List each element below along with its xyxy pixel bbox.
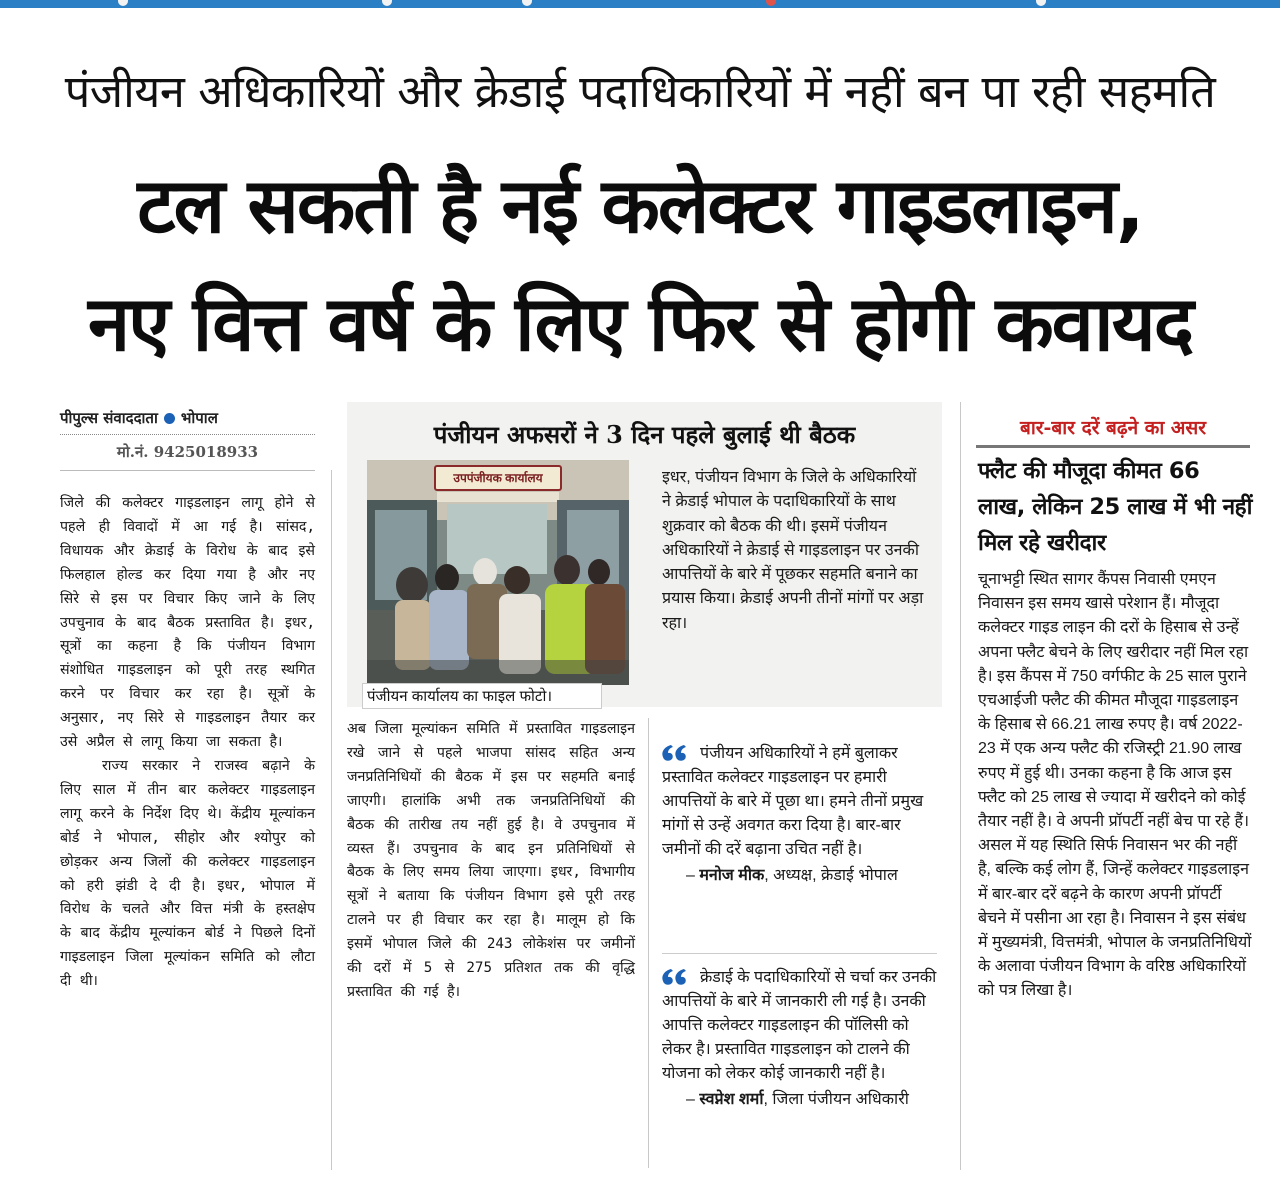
quote-block-1 [662, 742, 937, 888]
right-column-kicker: बार-बार दरें बढ़ने का असर [1019, 417, 1207, 439]
column-divider [960, 402, 961, 1170]
right-kicker-divider [976, 445, 1250, 448]
quote-1-role: , अध्यक्ष, क्रेडाई भोपाल [764, 867, 898, 884]
quote-1-name: मनोज मीक [699, 867, 765, 884]
center-box-text: इधर, पंजीयन विभाग के जिले के अधिकारियों ने क्रेडाई भोपाल के पदाधिकारियों के साथ शुक्रवार को बैठक की थी। इसमें पंजीयन अधिकारियों ने क्रेडाई से गाइडलाइन पर उनकी आपत्तियों के बारे में पूछकर सहमति बनाने का प्रयास किया। क्रेडाई अपनी तीनों मांगों पर अड़ा रहा। [662, 469, 924, 632]
quote-2-name: स्वप्नेश शर्मा [699, 1091, 764, 1108]
byline [60, 408, 315, 428]
article-kicker: पंजीयन अधिकारियों और क्रेडाई पदाधिकारियों में नहीं बन पा रही सहमति [64, 65, 1216, 118]
quote-2-role: , जिला पंजीयन अधिकारी [763, 1091, 909, 1108]
office-photo-illustration [367, 460, 629, 685]
quote-divider [662, 953, 937, 954]
headline-line-2: नए वित्त वर्ष के लिए फिर से होगी कवायद [87, 279, 1193, 368]
quote-block-2 [662, 966, 937, 1112]
strip-notch [382, 0, 392, 6]
right-column-body: चूनाभट्टी स्थित सागर कैंपस निवासी एमएन निवासन इस समय खासे परेशान हैं। मौजूदा कलेक्टर गाइड लाइन की दरों के हिसाब से उन्हें अपना फ्लैट बेचने के लिए खरीदार नहीं मिल रहा है। इस कैंपस में 750 वर्गफीट के 25 साल पुराने एचआईजी फ्लैट की कीमत मौजूदा गाइडलाइन के हिसाब से 66.21 लाख रुपए है। वर्ष 2022-23 में एक अन्य फ्लैट की रजिस्ट्री 21.90 लाख रुपए में हुई थी। उनका कहना है कि आज इस फ्लैट को 25 लाख से ज्यादा में खरीदने को कोई तैयार नहीं है। वे अपनी प्रॉपर्टी नहीं बेच पा रहे हैं। असल में यह स्थिति सिर्फ निवासन भर की नहीं है, बल्कि कई लोग हैं, जिन्हें कलेक्टर गाइडलाइन में बार-बार दरें बढ़ने के कारण अपनी प्रॉपर्टी बेचने में पसीना आ रहा है। निवासन ने इस संबंध में मुख्यमंत्री, वित्तमंत्री, भोपाल के जनप्रतिनिधियों के अलावा पंजीयन विभाग के वरिष्ठ अधिकारियों को पत्र लिखा है। [978, 571, 1252, 1000]
quote-1-text: पंजीयन अधिकारियों ने हमें बुलाकर प्रस्तावित कलेक्टर गाइडलाइन पर हमारी आपत्तियों के बारे में पूछा था। हमने तीनों प्रमुख मांगों से उन्हें अवगत करा दिया है। बार-बार जमीनों की दरें बढ़ाना उचित नहीं है। [662, 745, 924, 858]
byline-dot-icon [164, 413, 175, 424]
headline-line-1: टल सकती है नई कलेक्टर गाइडलाइन, [137, 161, 1143, 250]
column-divider [648, 718, 649, 1168]
top-color-strip [0, 0, 1280, 8]
quote-1-attribution: – मनोज मीक, अध्यक्ष, क्रेडाई भोपाल [686, 867, 898, 884]
center-box-title: पंजीयन अफसरों ने 3 दिन पहले बुलाई थी बैठक [433, 420, 856, 449]
byline-divider [60, 434, 315, 435]
quote-2-attribution: – स्वप्नेश शर्मा, जिला पंजीयन अधिकारी [686, 1091, 909, 1108]
middle-column-body: अब जिला मूल्यांकन समिति में प्रस्तावित गाइडलाइन रखे जाने से पहले भाजपा सांसद सहित अन्य जनप्रतिनिधियों की बैठक में इस पर सहमति बनाई जाएगी। हालांकि अभी तक जनप्रतिनिधियों की बैठक की तारीख तय नहीं हुई है। वे उपचुनाव में व्यस्त हैं। उपचुनाव के बाद इन प्रतिनिधियों से बैठक के लिए समय लिया जाएगा। इधर, विभागीय सूत्रों ने बताया कि पंजीयन विभाग इसे पूरी तरह टालने पर ही विचार कर रहा है। मालूम हो कि इसमें भोपाल जिले की 243 लोकेशंस पर जमीनों की दरों में 5 से 275 प्रतिशत तक की वृद्धि प्रस्तावित की गई है। [347, 721, 635, 1000]
left-column-body [60, 492, 315, 994]
column-divider [331, 470, 332, 1170]
quote-2-text: क्रेडाई के पदाधिकारियों से चर्चा कर उनकी आपत्तियों के बारे में जानकारी ली गई है। उनकी आपत्ति कलेक्टर गाइडलाइन की पॉलिसी को लेकर है। प्रस्तावित गाइडलाइन को टालने की योजना को लेकर कोई जानकारी नहीं है। [662, 969, 937, 1082]
left-paragraph-1: जिले की कलेक्टर गाइडलाइन लागू होने से पहले ही विवादों में आ गई है। सांसद, विधायक और क्रेडाई के विरोध के बाद इसे फिलहाल होल्ड कर दिया गया है और नए सिरे से इस पर विचार किए जाने के लिए उपचुनाव के बाद बैठक प्रस्तावित है। इधर, सूत्रों का कहना है कि पंजीयन विभाग संशोधित गाइडलाइन को पूरी तरह स्थगित करने पर विचार कर रहा है। सूत्रों के अनुसार, नए सिरे से गाइडलाइन तैयार कर उसे अप्रैल से लागू किया जा सकता है। [60, 495, 315, 751]
quote-mark-icon [660, 966, 690, 990]
byline-city: भोपाल [180, 409, 218, 427]
byline-contact: मो.नं. 9425018933 [116, 443, 259, 461]
left-paragraph-2: राज्य सरकार ने राजस्व बढ़ाने के लिए साल में तीन बार कलेक्टर गाइडलाइन लागू करने के निर्देश दिए थे। केंद्रीय मूल्यांकन बोर्ड ने भोपाल, सीहोर और श्योपुर को छोड़कर अन्य जिलों की कलेक्टर गाइडलाइन को हरी झंडी दे दी है। इधर, भोपाल में विरोध के चलते और वित्त मंत्री के हस्तक्षेप के बाद केंद्रीय मूल्यांकन बोर्ड ने पिछले दिनों गाइडलाइन जिला मूल्यांकन समिति को लौटा दी थी। [60, 757, 315, 990]
strip-notch [522, 0, 532, 6]
strip-notch [766, 0, 776, 6]
photo-caption: पंजीयन कार्यालय का फाइल फोटो। [362, 683, 602, 709]
quote-mark-icon [660, 742, 690, 766]
office-sign-text: उपपंजीयक कार्यालय [453, 471, 543, 485]
right-column-headline: फ्लैट की मौजूदा कीमत 66 लाख, लेकिन 25 लाख में भी नहीं मिल रहे खरीदार [978, 458, 1253, 556]
strip-notch [118, 0, 128, 6]
contact-divider [60, 470, 315, 471]
office-photo [367, 460, 629, 685]
byline-reporter: पीपुल्स संवाददाता [60, 409, 158, 427]
strip-notch [1036, 0, 1046, 6]
